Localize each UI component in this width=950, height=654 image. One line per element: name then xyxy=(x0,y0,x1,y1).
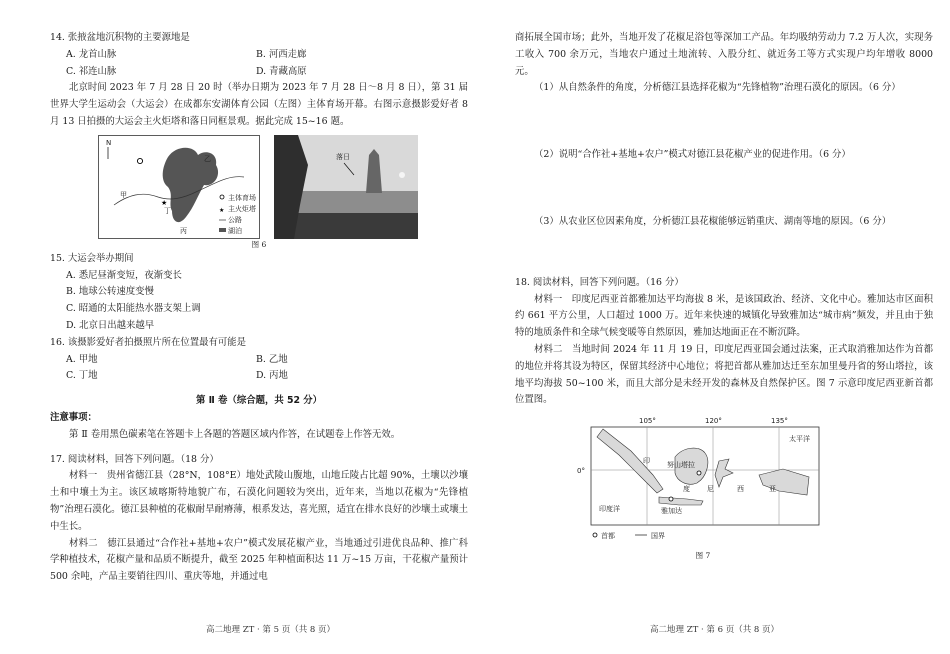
left-page-column xyxy=(50,30,468,586)
q14-stem: 14. 张掖盆地沉积物的主要源地是 xyxy=(50,32,190,43)
q17-answer-space-3 xyxy=(515,231,933,275)
q15-option-c: C. 昭通的太阳能热水器支架上调 xyxy=(66,303,201,315)
q14-option-d: D. 青藏高原 xyxy=(256,65,307,77)
jakarta-capital-marker xyxy=(669,497,673,501)
q14-options xyxy=(50,47,468,81)
q16-option-b: B. 乙地 xyxy=(256,353,288,365)
torch-tower-marker: ★ xyxy=(161,198,168,207)
map-label-xi: 西 xyxy=(737,485,744,494)
q18-material-1: 材料一 印度尼西亚首都雅加达平均海拔 8 米，是该国政治、经济、文化中心。雅加达市区面积约 661 平方公里，人口超过 1000 万。近年来快速的城镇化导致雅加达“城市病”频发，并且由于独特的地质条件和全球气候变暖等自然原因，雅加达地面正在不断沉降。 xyxy=(515,293,933,339)
q17-stem: 17. 阅读材料，回答下列问题。（18 分） xyxy=(50,453,219,465)
place-yi: 乙 xyxy=(204,154,211,163)
map-label-indian-ocean: 印度洋 xyxy=(599,505,620,514)
q17-material-2: 材料二 德江县通过“合作社+基地+农户”模式发展花椒产业，当地通过引进优良品种、推广科学种植技术，花椒产量和品质不断提升，截至 2025 年种植面积达 11 万~15 万亩，干花椒产量预计 500 余吨，产品主要销往四川、重庆等地，并通过电 xyxy=(50,537,468,583)
legend-border: 国界 xyxy=(651,532,665,541)
lon-label-105: 105° xyxy=(639,417,656,426)
q16-stem: 16. 该摄影爱好者拍摄照片所在位置最有可能是 xyxy=(50,336,247,348)
place-jia: 甲 xyxy=(120,190,127,199)
map-label-ni: 尼 xyxy=(707,485,714,494)
right-page-footer: 高二地理 ZT · 第 6 页（共 8 页） xyxy=(650,625,780,635)
legend-capital: 首都 xyxy=(601,532,615,541)
q14-option-b: B. 河西走廊 xyxy=(256,48,307,60)
place-ding: 丁 xyxy=(164,206,171,215)
right-page-column xyxy=(515,30,933,562)
q17-answer-space-2 xyxy=(515,164,933,214)
map-label-ya: 亚 xyxy=(769,485,776,494)
legend-road: 公路 xyxy=(228,215,242,224)
map-label-du: 度 xyxy=(683,485,690,494)
lat-label-0: 0° xyxy=(577,467,585,476)
map-label-jakarta: 雅加达 xyxy=(661,507,682,516)
place-bing: 丙 xyxy=(180,226,187,235)
nusantara-capital-marker xyxy=(697,471,701,475)
notice-text: 第 Ⅱ 卷用黑色碳素笔在答题卡上各题的答题区域内作答，在试题卷上作答无效。 xyxy=(69,428,401,440)
legend-capital-marker xyxy=(593,533,597,537)
q17-subq-2: （2）说明“合作社+基地+农户”模式对德江县花椒产业的促进作用。（6 分） xyxy=(534,149,851,161)
lon-label-135: 135° xyxy=(771,417,788,426)
q17-subq-1: （1）从自然条件的角度，分析德江县选择花椒为“先锋植物”治理石漠化的原因。（6 分） xyxy=(534,82,901,94)
q15-16-intro: 北京时间 2023 年 7 月 28 日 20 时（举办日期为 2023 年 7 月 28 日～8 月 8 日），第 31 届世界大学生运动会（大运会）在成都东安湖体育公园（左图）主体育场开幕。右图示意摄影爱好者 8 月 13 日拍摄的大运会主火炬塔和落日同框景观。据此完成 15~16 题。 xyxy=(50,82,468,127)
lake-park-map xyxy=(98,135,260,239)
q14-option-c: C. 祁连山脉 xyxy=(66,65,117,77)
stadium-marker xyxy=(137,158,142,163)
part-2-title: 第 Ⅱ 卷（综合题，共 52 分） xyxy=(195,395,323,407)
svg-text:★: ★ xyxy=(219,206,225,214)
sunset-photo xyxy=(274,135,418,239)
indonesia-map xyxy=(577,415,823,543)
legend-torch: 主火炬塔 xyxy=(228,204,256,213)
q16-options xyxy=(50,352,468,386)
figure-7 xyxy=(577,415,823,562)
notice-title: 注意事项： xyxy=(50,411,97,423)
q18-material-2: 材料二 当地时间 2024 年 11 月 19 日，印度尼西亚国会通过法案，正式取消雅加达作为首都的地位并将其设为特区，保留其经济中心地位；将把首都从雅加达迁至东加里曼丹省的努山塔拉，该地平均海拔 50~100 米，而且大部分是未经开发的森林及自然保护区。图 7 示意印度尼西亚新首都位置图。 xyxy=(515,343,933,406)
q15-options xyxy=(50,268,468,335)
q14-option-a: A. 龙首山脉 xyxy=(66,48,117,60)
figure-6-caption: 图 6 xyxy=(251,239,267,249)
legend-lake: 湖泊 xyxy=(228,226,242,235)
q16-option-a: A. 甲地 xyxy=(66,353,98,365)
figure-6 xyxy=(50,135,468,251)
q17-material-2-continued: 商拓展全国市场；此外，当地开发了花椒足浴包等深加工产品。年均吸纳劳动力 7.2 万人次，实现务工收入 700 余万元，当地农户通过土地流转、入股分红、就近务工等方式实现户均年增收 8000 元。 xyxy=(515,32,933,77)
sun-icon xyxy=(399,172,405,178)
q15-option-a: A. 悉尼昼渐变短，夜渐变长 xyxy=(66,269,182,281)
figure-7-caption: 图 7 xyxy=(695,550,711,560)
q15-option-b: B. 地球公转速度变慢 xyxy=(66,286,154,298)
legend-stadium: 主体育场 xyxy=(228,193,256,202)
q16-option-c: C. 丁地 xyxy=(66,370,98,382)
map-label-nusantara: 努山塔拉 xyxy=(667,461,695,470)
q17-subq-3: （3）从农业区位因素角度，分析德江县花椒能够远销重庆、湖南等地的原因。（6 分） xyxy=(534,215,892,227)
q18-stem: 18. 阅读材料，回答下列问题。（16 分） xyxy=(515,276,684,288)
q15-option-d: D. 北京日出越来越早 xyxy=(66,319,155,331)
q17-material-1: 材料一 贵州省德江县（28°N，108°E）地处武陵山腹地，山地丘陵占比超 90%，土壤以沙壤土和中壤土为主。该区域喀斯特地貌广布，石漠化问题较为突出，近年来，当地以花椒为“先锋植物”治理石漠化。德江县种植的花椒耐旱耐瘠薄，根系发达，喜光照，适宜在排水良好的沙壤土或壤土中生长。 xyxy=(50,470,468,532)
q16-option-d: D. 丙地 xyxy=(256,370,288,382)
left-page-footer: 高二地理 ZT · 第 5 页（共 8 页） xyxy=(206,625,336,635)
map-label-pacific-ocean: 太平洋 xyxy=(789,435,810,444)
map-label-yin: 印 xyxy=(643,457,650,466)
lon-label-120: 120° xyxy=(705,417,722,426)
north-arrow-label: N xyxy=(106,138,112,147)
sunset-label: 落日 xyxy=(336,152,350,161)
q17-answer-space-1 xyxy=(515,97,933,147)
q15-stem: 15. 大运会举办期间 xyxy=(50,252,134,264)
